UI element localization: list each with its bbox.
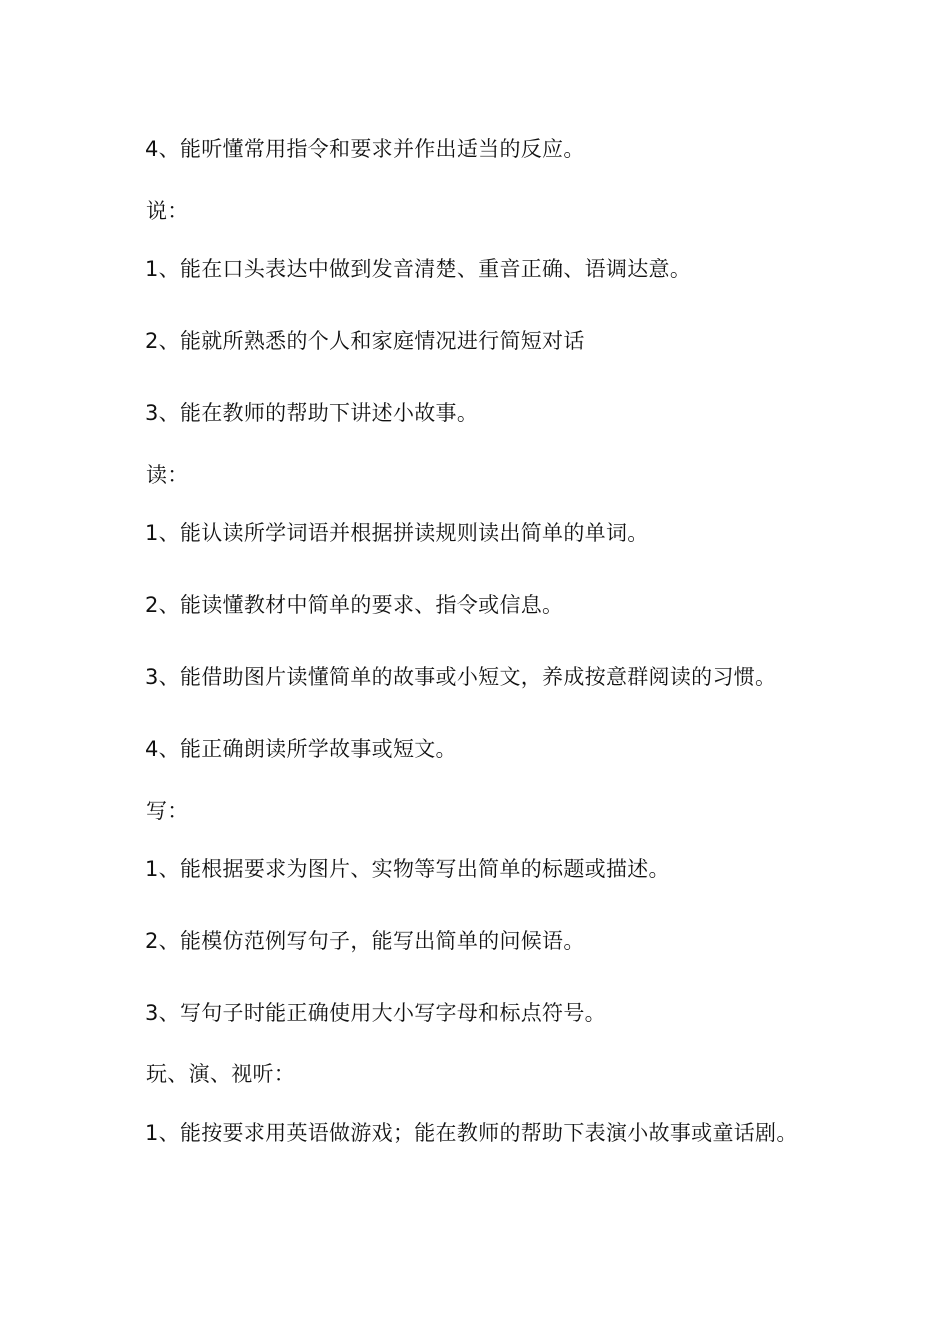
section-heading-writing: 写： (146, 799, 189, 823)
reading-item-1: 1、能认读所学词语并根据拼读规则读出简单的单词。 (145, 521, 649, 545)
writing-item-3: 3、写句子时能正确使用大小写字母和标点符号。 (145, 1001, 606, 1025)
writing-item-2: 2、能模仿范例写句子，能写出简单的问候语。 (145, 929, 585, 953)
writing-item-1: 1、能根据要求为图片、实物等写出简单的标题或描述。 (145, 857, 670, 881)
play-act-item-1: 1、能按要求用英语做游戏；能在教师的帮助下表演小故事或童话剧。 (145, 1121, 798, 1145)
reading-item-2: 2、能读懂教材中简单的要求、指令或信息。 (145, 593, 564, 617)
speaking-item-1: 1、能在口头表达中做到发音清楚、重音正确、语调达意。 (145, 257, 692, 281)
section-heading-play-act-audiovisual: 玩、演、视听： (146, 1062, 296, 1086)
speaking-item-2: 2、能就所熟悉的个人和家庭情况进行简短对话 (145, 329, 585, 353)
reading-item-3: 3、能借助图片读懂简单的故事或小短文，养成按意群阅读的习惯。 (145, 665, 777, 689)
listening-item-4: 4、能听懂常用指令和要求并作出适当的反应。 (145, 137, 585, 161)
reading-item-4: 4、能正确朗读所学故事或短文。 (145, 737, 457, 761)
section-heading-speaking: 说： (146, 199, 189, 223)
speaking-item-3: 3、能在教师的帮助下讲述小故事。 (145, 401, 479, 425)
section-heading-reading: 读： (146, 463, 189, 487)
